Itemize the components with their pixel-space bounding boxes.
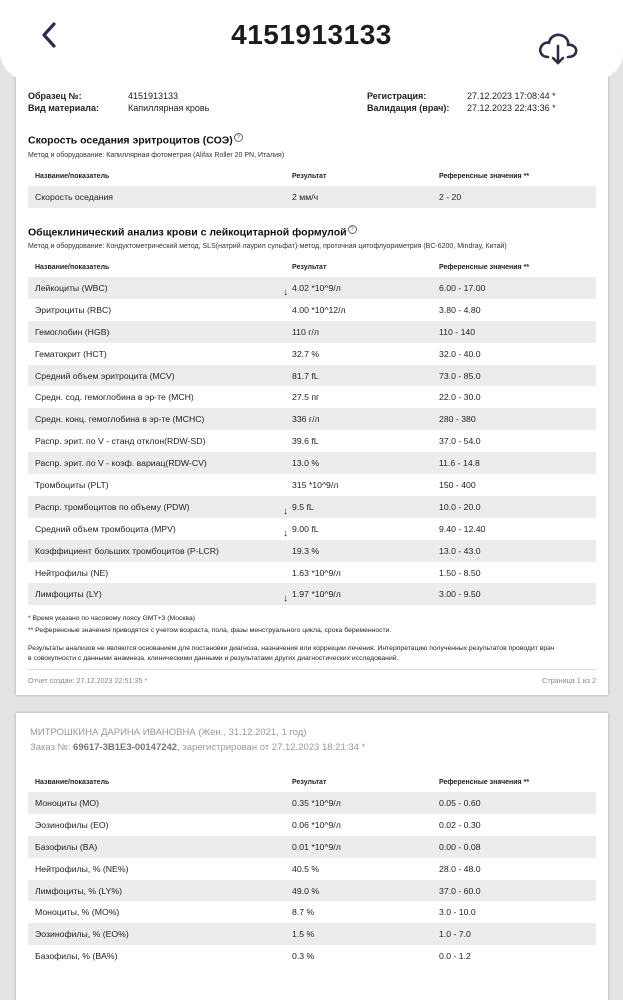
- material-label: Вид материала:: [28, 103, 99, 113]
- order-number: 69617-3B1E3-00147242: [73, 742, 178, 753]
- patient-info: МИТРОШКИНА ДАРИНА ИВАНОВНА (Жен., 31.12.2021, 1 год): [30, 727, 307, 738]
- row-name: Базофилы, % (BA%): [35, 951, 118, 962]
- cloud-download-icon: [536, 30, 580, 68]
- table-row: [28, 901, 596, 923]
- row-reference: 10.0 - 20.0: [439, 501, 481, 512]
- row-result: 315 *10^9/л: [292, 480, 339, 491]
- reference-note: ** Референсные значения приводятся с учетом возраста, пола, фазы менструального цикла, срока беременности.: [28, 627, 392, 634]
- soe-method: Метод и оборудование: Капиллярная фотометрия (Alifax Roller 20 PN, Италия): [28, 152, 285, 159]
- sample-label: Образец №:: [28, 91, 82, 101]
- arrow-down-icon: ↓: [283, 527, 288, 539]
- page-number: Страница 1 из 2: [542, 676, 596, 685]
- table-row: [28, 923, 596, 945]
- row-reference: 0.02 - 0.30: [439, 819, 481, 830]
- row-reference: 9.40 - 12.40: [439, 523, 486, 534]
- column-header-reference: Референсные значения **: [439, 779, 530, 786]
- disclaimer-line-2: в совокупности с данными анамнеза, клиническими данными и результатами других диагностических исследований.: [28, 655, 399, 662]
- row-result: ↓ 9.00 fL: [283, 523, 319, 539]
- order-info: Заказ №: 69617-3B1E3-00147242, зарегистрирован от 27.12.2023 18:21:34 *: [30, 742, 366, 753]
- table-row: [28, 858, 596, 880]
- table-row: [28, 299, 596, 321]
- page2-table: [28, 775, 596, 967]
- info-icon[interactable]: ?: [234, 133, 243, 142]
- info-icon[interactable]: ?: [348, 225, 357, 234]
- table-row: [28, 945, 596, 967]
- row-result: 0.06 *10^9/л: [292, 819, 341, 830]
- row-result: 40.5 %: [292, 863, 320, 874]
- row-reference: 73.0 - 85.0: [439, 370, 481, 381]
- disclaimer-line-1: Результаты анализов не являются основанием для постановки диагноза, назначения или коррекции лечения. Интерпретацию полученных результатов проводит врач: [28, 645, 555, 652]
- row-result: 8.7 %: [292, 907, 315, 918]
- row-reference: 6.00 - 17.00: [439, 283, 486, 293]
- row-result: 1.5 %: [292, 929, 315, 940]
- row-result: 39.6 fL: [292, 436, 319, 447]
- row-result: 0.01 *10^9/л: [292, 841, 341, 852]
- report-page-1: [16, 60, 608, 695]
- footer-divider: [28, 669, 596, 670]
- row-name: Базофилы (BA): [35, 841, 98, 852]
- report-page-2: [16, 713, 608, 1000]
- table-row: [28, 583, 596, 605]
- row-name: Моноциты, % (MO%): [35, 907, 120, 918]
- row-name: Средний объем эритроцита (MCV): [35, 370, 175, 381]
- row-result: ↓ 9.5 fL: [283, 501, 314, 517]
- row-name: Гемоглобин (HGB): [35, 326, 110, 337]
- row-reference: 0.0 - 1.2: [439, 951, 471, 962]
- row-result: 19.3 %: [292, 545, 320, 556]
- row-name: Коэффициент больших тромбоцитов (P-LCR): [35, 545, 219, 556]
- table-header: [28, 775, 596, 792]
- table-row: [28, 836, 596, 858]
- row-reference: 3.00 - 9.50: [439, 589, 481, 600]
- table-row: [28, 365, 596, 387]
- row-result: ↓ 4.02 *10^9/л: [283, 283, 341, 298]
- row-name: Средн. сод. гемоглобина в эр-те (MCH): [35, 392, 194, 403]
- row-result: 13.0 %: [292, 458, 320, 469]
- row-reference: 2 - 20: [439, 192, 462, 202]
- row-result: 1.63 *10^9/л: [292, 567, 341, 578]
- row-reference: 1.50 - 8.50: [439, 567, 481, 578]
- row-name: Гематокрит (HCT): [35, 348, 107, 359]
- column-header-name: Название/показатель: [35, 173, 110, 180]
- table-row: [28, 518, 596, 540]
- time-note: * Время указано по часовому поясу GMT+3 (Москва): [28, 615, 195, 622]
- page-title: 4151913133: [231, 19, 392, 50]
- row-name: Распр. тромбоцитов по объему (PDW): [35, 501, 190, 512]
- column-header-name: Название/показатель: [35, 264, 110, 271]
- arrow-down-icon: ↓: [283, 593, 288, 605]
- column-header-result: Результат: [292, 264, 327, 271]
- table-row: [28, 186, 596, 208]
- row-name: Эозинофилы (EO): [35, 819, 109, 830]
- top-bar: [0, 0, 623, 80]
- sample-value: 4151913133: [128, 91, 179, 101]
- table-row: [28, 452, 596, 474]
- cbc-table: [28, 260, 596, 605]
- row-name: Тромбоциты (PLT): [35, 480, 109, 491]
- row-name: Нейтрофилы, % (NE%): [35, 863, 129, 874]
- table-row: [28, 880, 596, 902]
- column-header-name: Название/показатель: [35, 779, 110, 786]
- row-result: 32.7 %: [292, 348, 320, 359]
- column-header-reference: Референсные значения **: [439, 264, 530, 271]
- row-name: Нейтрофилы (NE): [35, 567, 109, 578]
- table-row: [28, 540, 596, 562]
- download-button[interactable]: [536, 30, 580, 68]
- column-header-reference: Референсные значения **: [439, 173, 530, 180]
- row-reference: 22.0 - 30.0: [439, 392, 481, 403]
- row-reference: 3.0 - 10.0: [439, 907, 476, 918]
- row-name: Лейкоциты (WBC): [35, 283, 108, 293]
- cbc-section-title: Общеклинический анализ крови с лейкоцитарной формулой ?: [28, 225, 357, 239]
- cbc-method: Метод и оборудование: Кондуктометрический метод, SLS(натрий лаурил сульфат)-метод, проточная цитофлуориметрия (BC-6200, Mindray, Китай): [28, 243, 507, 250]
- row-reference: 150 - 400: [439, 480, 476, 491]
- row-reference: 3.80 - 4.80: [439, 304, 481, 315]
- report-created: Отчет создан: 27.12.2023 22:51:35 *: [28, 676, 148, 685]
- material-value: Капиллярная кровь: [128, 103, 210, 113]
- row-name: Лимфоциты, % (LY%): [35, 885, 123, 896]
- table-row: [28, 792, 596, 814]
- table-row: [28, 386, 596, 408]
- row-result: 0.35 *10^9/л: [292, 798, 341, 808]
- row-result: 4.00 *10^12/л: [292, 304, 346, 315]
- table-header: [28, 260, 596, 277]
- table-row: [28, 430, 596, 452]
- column-header-result: Результат: [292, 779, 327, 786]
- table-row: [28, 408, 596, 430]
- arrow-down-icon: ↓: [283, 287, 288, 298]
- row-name: Средний объем тромбоцита (MPV): [35, 523, 176, 534]
- soe-section-title: Скорость оседания эритроцитов (СОЭ) ?: [28, 133, 243, 147]
- row-result: ↓ 1.97 *10^9/л: [283, 589, 341, 605]
- row-name: Лимфоциты (LY): [35, 589, 102, 600]
- row-reference: 28.0 - 48.0: [439, 863, 481, 874]
- table-row: [28, 814, 596, 836]
- registration-value: 27.12.2023 17:08:44 *: [467, 91, 556, 101]
- soe-table: [28, 169, 596, 208]
- row-result: 0.3 %: [292, 951, 315, 962]
- row-reference: 37.0 - 54.0: [439, 436, 481, 447]
- table-row: [28, 277, 596, 299]
- row-reference: 11.6 - 14.8: [439, 458, 480, 469]
- row-name: Распр. эрит. по V - станд отклон(RDW-SD): [35, 436, 206, 447]
- row-reference: 1.0 - 7.0: [439, 929, 471, 940]
- row-result: 110 г/л: [292, 326, 319, 337]
- row-result: 81.7 fL: [292, 370, 319, 381]
- validation-value: 27.12.2023 22:43:36 *: [467, 103, 556, 113]
- row-reference: 32.0 - 40.0: [439, 348, 481, 359]
- row-reference: 280 - 380: [439, 414, 476, 425]
- row-name: Эозинофилы, % (EO%): [35, 929, 129, 940]
- table-header: [28, 169, 596, 186]
- table-row: [28, 343, 596, 365]
- row-name: Распр. эрит. по V - коэф. вариац(RDW-CV): [35, 458, 207, 469]
- registration-label: Регистрация:: [367, 91, 427, 101]
- column-header-result: Результат: [292, 173, 327, 180]
- row-result: 27.5 пг: [292, 392, 320, 403]
- row-reference: 13.0 - 43.0: [439, 545, 481, 556]
- table-row: [28, 474, 596, 496]
- row-reference: 110 - 140: [439, 326, 476, 337]
- row-reference: 0.00 - 0.08: [439, 841, 481, 852]
- validation-label: Валидация (врач):: [367, 103, 450, 113]
- row-name: Скорость оседания: [35, 192, 114, 202]
- row-result: 336 г/л: [292, 414, 320, 425]
- row-name: Средн. конц. гемоглобина в эр-те (MCHC): [35, 414, 205, 425]
- row-result: 2 мм/ч: [292, 192, 319, 202]
- arrow-down-icon: ↓: [283, 505, 288, 517]
- row-reference: 37.0 - 60.0: [439, 885, 481, 896]
- table-row: [28, 496, 596, 518]
- row-reference: 0.05 - 0.60: [439, 798, 481, 808]
- row-name: Моноциты (MO): [35, 798, 100, 808]
- row-name: Эритроциты (RBC): [35, 304, 112, 315]
- table-row: [28, 321, 596, 343]
- table-row: [28, 562, 596, 584]
- row-result: 49.0 %: [292, 885, 320, 896]
